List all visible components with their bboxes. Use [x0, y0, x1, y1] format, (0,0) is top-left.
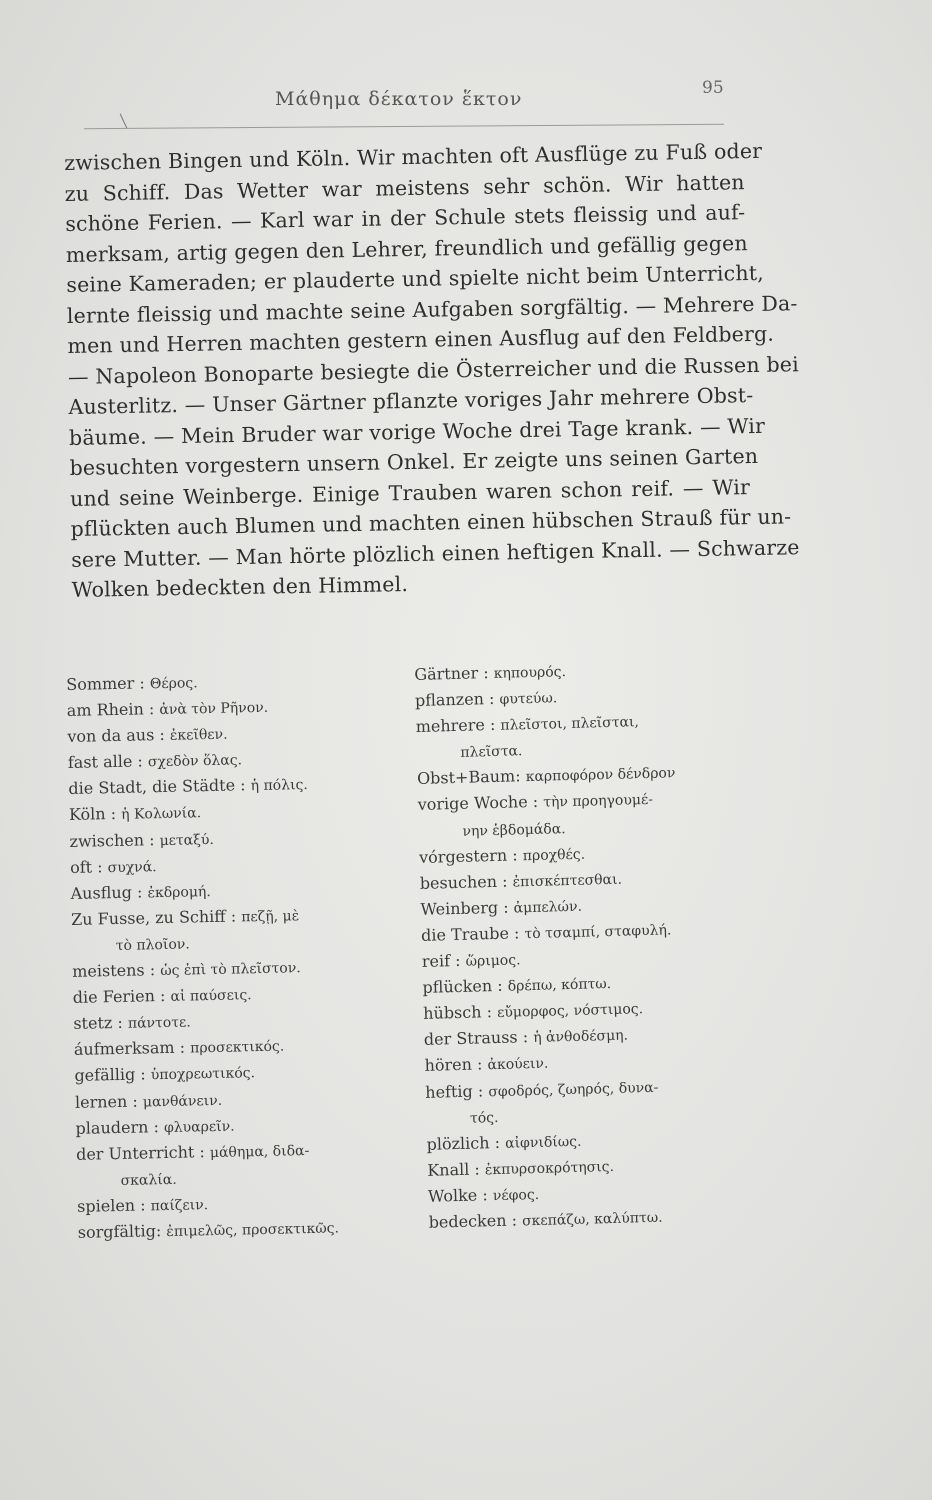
greek-translation: κηπουρός. [493, 664, 567, 682]
text-line: besuchten vorgestern unsern Onkel. Er zeigte uns seinen Garten [69, 443, 759, 480]
greek-translation: ὥριμος. [465, 952, 521, 970]
greek-translation: φυτεύω. [499, 690, 558, 708]
greek-translation: σκαλία. [120, 1171, 177, 1189]
german-term: reif : [421, 950, 461, 971]
text-line: Austerlitz. — Unser Gärtner pflanzte voriges Jahr mehrere Obst- [68, 383, 754, 419]
greek-translation: σχεδὸν ὅλας. [147, 752, 243, 771]
german-term: stetz : [73, 1013, 124, 1034]
text-line: und seine Weinberge. Einige Trauben waren schon reif. — Wir [69, 474, 751, 511]
greek-translation: φλυαρεῖν. [163, 1118, 235, 1136]
greek-translation: μάθημα, διδα- [209, 1142, 310, 1161]
greek-translation: μεταξύ. [159, 831, 215, 849]
german-term: áufmerksam : [73, 1037, 186, 1060]
german-term: fast alle : [67, 751, 143, 773]
german-term: Wolke : [427, 1185, 488, 1206]
greek-translation: αἰφνιδίως. [504, 1133, 582, 1152]
text-line: pflückten auch Blumen und machten einen hübschen Strauß für un- [70, 504, 792, 541]
text-line: zwischen Bingen und Köln. Wir machten oft Ausflüge zu Fuß oder [64, 138, 763, 175]
page-number: 95 [702, 78, 724, 98]
greek-translation: ἀμπελών. [513, 898, 583, 917]
greek-translation: πάντοτε. [127, 1014, 191, 1032]
greek-translation: ἀνὰ τὸν Ρῆνον. [159, 699, 269, 719]
german-term: Gärtner : [414, 663, 489, 684]
greek-translation: νέφος. [492, 1186, 540, 1204]
greek-translation: τός. [469, 1109, 499, 1127]
german-term: meistens : [72, 960, 156, 981]
vocabulary-column-left [66, 665, 418, 1246]
german-term: lernen : [74, 1091, 138, 1112]
text-line: sere Mutter. — Man hörte plözlich einen heftigen Knall. — Schwarze [70, 534, 800, 572]
german-term: gefällig : [74, 1064, 146, 1086]
german-term: am Rhein : [66, 699, 155, 721]
greek-translation: ὑποχρεωτικός. [150, 1065, 256, 1084]
german-term: heftig : [425, 1080, 484, 1102]
german-term: von da aus : [67, 725, 166, 747]
greek-translation: προχθές. [522, 846, 586, 864]
greek-translation: δρέπω, κόπτω. [507, 976, 612, 995]
german-term: Weinberg : [420, 897, 509, 919]
german-term: Obst+Baum: [416, 766, 521, 789]
greek-translation: τὴν προηγουμέ- [543, 792, 654, 812]
german-term: Ausflug : [70, 882, 143, 903]
german-term: besuchen : [419, 871, 508, 893]
greek-translation: ἡ Κολωνία. [121, 805, 202, 824]
fraktur-exercise-text [64, 136, 800, 605]
german-term: der Strauss : [423, 1027, 529, 1050]
german-term: bedecken : [428, 1210, 518, 1232]
greek-translation: μανθάνειν. [142, 1092, 223, 1110]
greek-translation: πλεῖστοι, πλεῖσται, [500, 714, 640, 734]
german-term: hören : [424, 1054, 483, 1076]
text-line: bäume. — Mein Bruder war vorige Woche drei Tage krank. — Wir [68, 413, 766, 450]
greek-translation: τὸ πλοῖον. [115, 936, 190, 954]
german-term: pflücken : [422, 975, 503, 998]
text-line: lernte fleissig und machte seine Aufgaben sorgfältig. — Mehrere Da- [66, 290, 798, 328]
greek-translation: σκεπάζω, καλύπτω. [521, 1209, 663, 1230]
greek-translation: ἡ ἀνθοδέσμη. [533, 1027, 629, 1047]
greek-translation: παίζειν. [150, 1197, 209, 1215]
greek-translation: αἱ παύσεις. [170, 987, 252, 1006]
german-term: plözlich : [426, 1132, 501, 1154]
german-term: spielen : [76, 1195, 146, 1216]
german-term: oft : [69, 856, 103, 877]
text-line: seine Kameraden; er plauderte und spielte nicht beim Unterricht, [66, 260, 765, 297]
german-term: die Ferien : [72, 986, 166, 1008]
greek-translation: προσεκτικός. [190, 1038, 285, 1057]
greek-translation: σφοδρός, ζωηρός, δυνα- [488, 1079, 659, 1100]
text-line: schöne Ferien. — Karl war in der Schule stets fleissig und auf- [65, 200, 746, 236]
greek-translation: ἐπιμελῶς, προσεκτικῶς. [166, 1220, 340, 1240]
german-term: plaudern : [75, 1116, 160, 1138]
german-term: pflanzen : [414, 689, 495, 711]
text-line: zu Schiff. Das Wetter war meistens sehr schön. Wir hatten [64, 169, 745, 206]
text-line: Wolken bedeckten den Himmel. [71, 572, 409, 602]
greek-translation: ἐκδρομή. [147, 883, 211, 902]
greek-translation: Θέρος. [149, 675, 198, 693]
german-term: die Stadt, die Städte : [68, 775, 246, 799]
german-term: der Unterricht : [75, 1141, 205, 1164]
german-term: Knall : [427, 1159, 481, 1180]
running-header-title: Μάθημα δέκατον ἕκτον [275, 88, 523, 110]
greek-translation: νην ἑβδομάδα. [462, 820, 566, 840]
greek-translation: εὔμορφος, νόστιμος. [496, 1001, 644, 1022]
german-term: sorgfältig: [77, 1221, 162, 1242]
text-line: merksam, artig gegen den Lehrer, freundlich und gefällig gegen [65, 230, 748, 267]
german-term: vorige Woche : [417, 792, 539, 815]
greek-translation: τὸ τσαμπί, σταφυλή. [524, 922, 672, 943]
greek-translation: ἀκούειν. [487, 1056, 549, 1074]
vocabulary-column-right [414, 653, 769, 1236]
german-term: die Traube : [420, 923, 520, 945]
german-term: Zu Fusse, zu Schiff : [70, 906, 237, 929]
greek-translation: καρποφόρον δένδρον [525, 765, 676, 786]
german-term: Sommer : [66, 673, 145, 694]
german-term: mehrere : [415, 715, 496, 737]
german-term: Köln : [68, 804, 117, 825]
german-term: vórgestern : [418, 845, 518, 867]
greek-translation: πλεῖστα. [460, 743, 523, 762]
greek-translation: ἐκεῖθεν. [169, 726, 228, 745]
text-line: — Napoleon Bonoparte besiegte die Österreicher und die Russen bei [67, 351, 800, 389]
greek-translation: συχνά. [107, 858, 157, 876]
greek-translation: ἐκπυρσοκρότησις. [484, 1158, 615, 1179]
greek-translation: πεζῇ, μὲ [241, 908, 300, 926]
greek-translation: ὡς ἐπὶ τὸ πλεῖστον. [160, 960, 301, 980]
text-line: men und Herren machten gestern einen Ausflug auf den Feldberg. [67, 321, 775, 358]
greek-translation: ἡ πόλις. [250, 777, 308, 795]
german-term: zwischen : [69, 829, 155, 851]
greek-translation: ἐπισκέπτεσθαι. [512, 871, 623, 891]
german-term: hübsch : [422, 1002, 493, 1024]
